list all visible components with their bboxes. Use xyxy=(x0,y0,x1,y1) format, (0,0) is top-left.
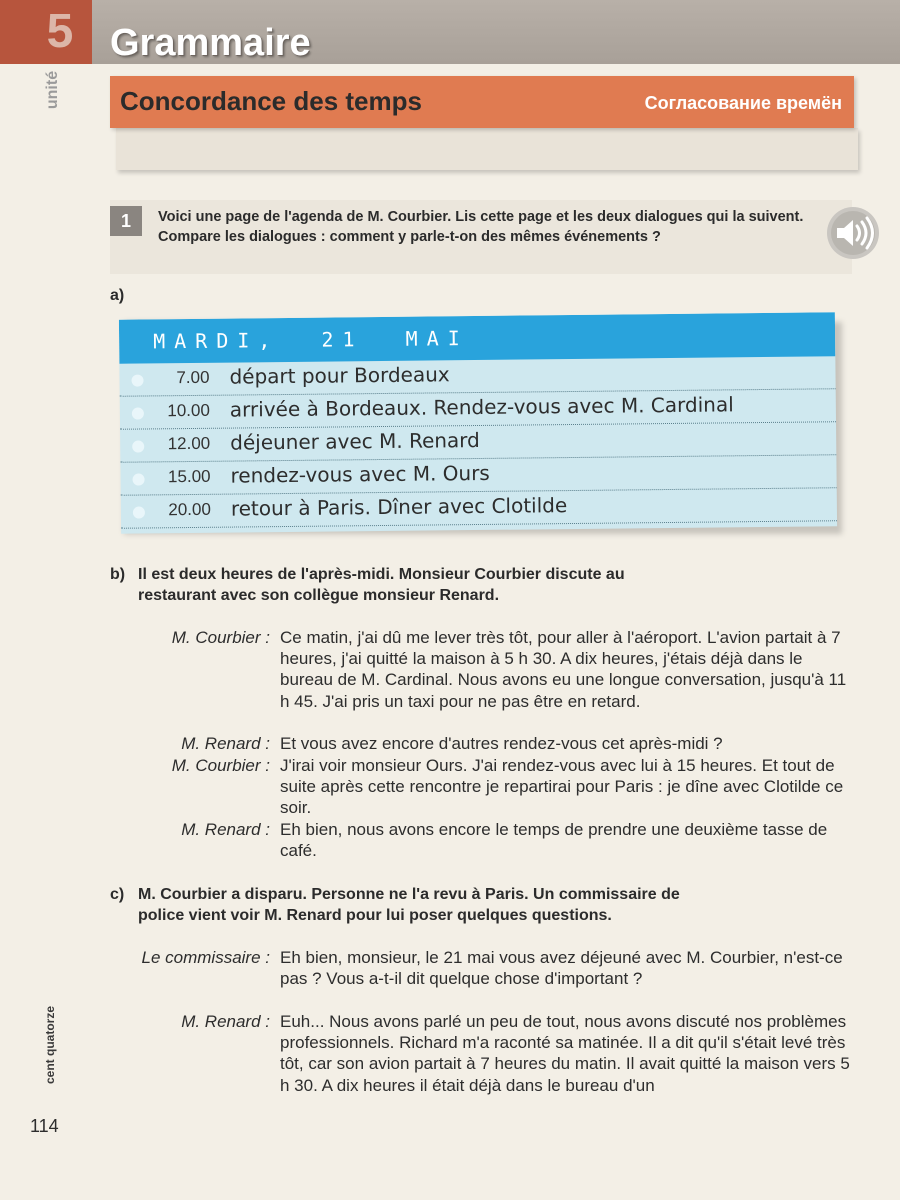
page-number-words xyxy=(20,1000,80,1090)
exercise-instruction: Voici une page de l'agenda de M. Courbier. Lis cette page et les deux dialogues qui la suivent. Compare les dialogues : comment y parle-t-on des mêmes événements ? xyxy=(158,209,804,245)
topic-banner-shadow xyxy=(116,128,858,170)
agenda-entry: rendez-vous avec M. Ours xyxy=(230,460,490,488)
agenda-date: MARDI, 21 MAI xyxy=(153,326,469,354)
page-number-words-text: cent quatorze xyxy=(43,1005,58,1085)
speech-text: Eh bien, monsieur, le 21 mai vous avez déjeuné avec M. Courbier, n'est-ce pas ? Vous a-t-il dit quelque chose d'important ? xyxy=(280,948,843,989)
bullet-dot-icon xyxy=(132,440,144,452)
part-b-label: b) xyxy=(110,566,126,583)
speech-text: J'irai voir monsieur Ours. J'ai rendez-vous avec lui à 15 heures. Et tout de suite après cette rencontre je repartirai pour Paris : je dîne avec Clotilde ce soir. xyxy=(280,756,844,818)
agenda-time: 10.00 xyxy=(167,400,210,421)
part-b-intro-line2: restaurant avec son collègue monsieur Renard. xyxy=(138,587,500,604)
speaker-name: M. Courbier : xyxy=(171,756,270,775)
speech-text: Euh... Nous avons parlé un peu de tout, nous avons discuté nos problèmes professionnels. Richard m'a raconté sa matinée. Il a dit qu'il s'était levé très tôt, car son avion partait à 7 heures du matin. Il avait quitté la maison vers 5 h 30. A dix heures il était déjà dans le bureau d'un xyxy=(280,1012,850,1095)
agenda-entry: départ pour Bordeaux xyxy=(229,362,450,389)
unit-number: 5 xyxy=(46,5,74,58)
part-b-intro-line1: Il est deux heures de l'après-midi. Monsieur Courbier discute au xyxy=(138,566,625,583)
bullet-dot-icon xyxy=(133,506,145,518)
speaker-name: M. Renard : xyxy=(181,1012,270,1031)
section-title: Grammaire xyxy=(110,22,311,64)
part-c-label: c) xyxy=(110,886,125,903)
speaker-name: M. Courbier : xyxy=(171,628,270,647)
part-b-intro xyxy=(110,564,850,606)
part-c-intro-line2: police vient voir M. Renard pour lui poser quelques questions. xyxy=(138,907,612,924)
bullet-dot-icon xyxy=(132,407,144,419)
speaker-audio-icon[interactable] xyxy=(826,206,880,260)
unit-label: unité xyxy=(44,70,61,110)
part-a-label: a) xyxy=(110,287,125,304)
speech-text: Ce matin, j'ai dû me lever très tôt, pour aller à l'aéroport. L'avion partait à 7 heures, j'ai quitté la maison à 5 h 30. A dix heures, j'étais déjà dans le bureau de M. Cardinal. Nous avons eu une longue conversation, jusqu'à 11 h 45. J'ai pris un taxi pour ne pas être en retard. xyxy=(280,628,847,711)
agenda-time: 20.00 xyxy=(168,499,211,520)
agenda-card xyxy=(119,312,837,533)
bullet-dot-icon xyxy=(131,375,143,387)
page-number: 114 xyxy=(30,1116,59,1136)
speech-text: Et vous avez encore d'autres rendez-vous cet après-midi ? xyxy=(280,734,723,753)
agenda-header xyxy=(119,312,835,363)
speaker-name: M. Renard : xyxy=(181,734,270,753)
part-c-intro xyxy=(110,884,850,926)
agenda-time: 15.00 xyxy=(167,466,211,487)
agenda-time: 7.00 xyxy=(176,367,210,388)
agenda-entry: arrivée à Bordeaux. Rendez-vous avec M. Cardinal xyxy=(229,392,734,422)
part-c-intro-line1: M. Courbier a disparu. Personne ne l'a revu à Paris. Un commissaire de xyxy=(138,886,680,903)
agenda-row xyxy=(121,488,837,528)
topic-banner xyxy=(110,76,854,128)
agenda-entry: retour à Paris. Dîner avec Clotilde xyxy=(230,493,568,521)
topic-title-french: Concordance des temps xyxy=(120,86,422,116)
speaker-name: Le commissaire : xyxy=(141,948,270,967)
agenda-time: 12.00 xyxy=(167,433,211,454)
speech-text: Eh bien, nous avons encore le temps de prendre une deuxième tasse de café. xyxy=(280,820,828,861)
agenda-entry: déjeuner avec M. Renard xyxy=(230,427,480,455)
bullet-dot-icon xyxy=(133,473,145,485)
topic-title-russian: Согласование времён xyxy=(644,93,842,113)
exercise-number-badge: 1 xyxy=(110,206,142,236)
speaker-name: M. Renard : xyxy=(181,820,270,839)
